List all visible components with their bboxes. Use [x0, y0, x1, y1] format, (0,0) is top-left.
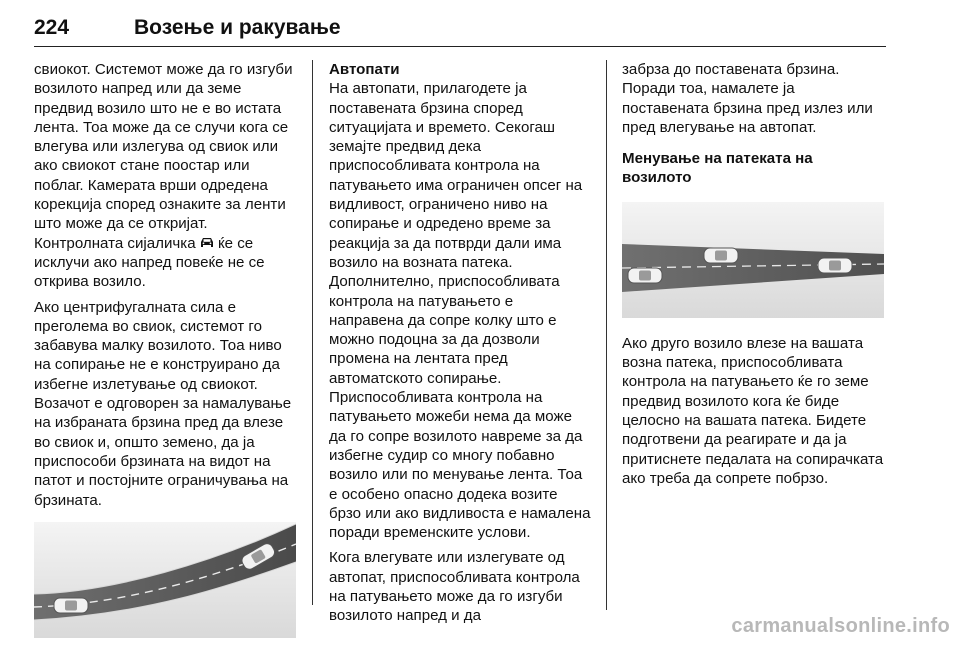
- curve-illustration: [34, 522, 296, 638]
- paragraph-highways: На автопати, прилагодете ја поставената брзина според ситуацијата и времето. Секогаш земајте предвид дека приспособливата контрола на патувањето има ограничен опсег на видливост, ограничено ниво на сопирање и одредено време за реакција за да потврди дали има возило на возната патека. Дополнително, приспособливата контрола на патувањето е направена да сопре колку што е можно подоцна за да дозволи промена на лентата пред автоматското сопирање. Приспособливата контрола на патувањето можеби нема да може да го сопре возилото навреме за да избегне судир со многу побавно возило или по менување лента. Тоа е особено опасно додека возите брзо или ако видливоста е намалена поради временските услови.: [329, 80, 591, 542]
- paragraph-centrifugal-force: Ако центрифугалната сила е преголема во свиок, системот го забавува малку возилото. Тоа ниво на сопирање не е конструирано да избегне излетување од свиокот. Возачот е одговорен за намалување на избраната брзина пред да влезе во свиок и, општо земено, да ја приспособи брзината на видот на патот и постојните ограничувања на брзината.: [34, 298, 292, 509]
- car-front-icon: [628, 268, 662, 283]
- section-heading-highways: Автопати: [329, 61, 400, 78]
- car-ahead-icon: [818, 258, 852, 273]
- page-header: [34, 10, 886, 47]
- paragraph-text-continued: ќе се исклучи ако напред повеќе не се открива возило.: [34, 234, 265, 291]
- column-1: [34, 60, 296, 654]
- car-front-icon: [200, 237, 214, 249]
- column-3: [622, 60, 884, 494]
- column-divider-2: [606, 60, 607, 610]
- section-heading-lane-change: Менување на патеката на возилото: [622, 150, 813, 187]
- paragraph-accelerate: забрза до поставената брзина. Поради тоа, намалете ја поставената брзина пред излез или пред влегување на автопат.: [622, 61, 873, 136]
- column-divider-1: [312, 60, 313, 605]
- paragraph-highway-entry-exit: Кога влегувате или излегувате од автопат, приспособливата контрола на патувањето може да го изгуби возилото напред и да: [329, 549, 580, 625]
- column-2: [329, 60, 591, 632]
- paragraph-text: свиокот. Системот може да го изгуби возилото напред или да земе предвид возило што не е во истата лента. Тоа може да се случи кога се влегува или излегува од свиок или ако свиокот стане поостар или поблаг. Камерата врши одредена корекција според ознаките за ленти што може да се откријат. Контролната сијаличка: [34, 61, 293, 252]
- lane-change-illustration: [622, 202, 884, 318]
- paragraph-lane-change: Ако друго возило влезе на вашата возна патека, приспособливата контрола на патувањето ќе го земе предвид возилото кога ќе биде целосно на вашата патека. Бидете подготвени да реагирате и да ја притиснете педалата на сопирачката ако треба да сопрете побрзо.: [622, 334, 884, 487]
- paragraph-curve-detection: [34, 60, 296, 292]
- page-title: Возење и ракување: [134, 16, 341, 39]
- watermark: carmanualsonline.info: [731, 615, 950, 637]
- page-number: 224: [34, 16, 70, 39]
- car-front-icon: [54, 598, 88, 613]
- car-merging-icon: [704, 248, 738, 263]
